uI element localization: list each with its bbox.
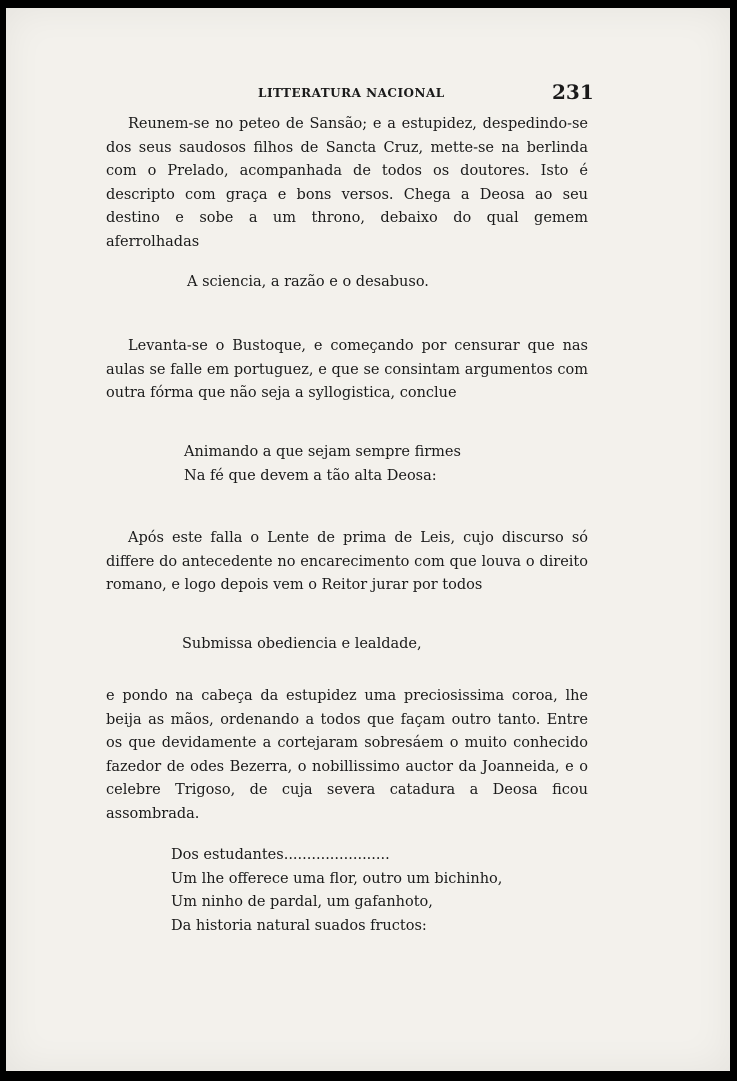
page-number: 231 [552, 80, 594, 104]
quote-2-line-1: Animando a que sejam sempre firmes [184, 444, 461, 460]
quote-4-line-3: Um ninho de pardal, um gafanhoto, [171, 894, 433, 911]
quote-3 [182, 633, 422, 657]
book-page [6, 8, 730, 1071]
quote-4-line-2: Um lhe offerece uma flor, outro um bichinho, [171, 870, 503, 887]
quote-2 [184, 441, 461, 488]
paragraph-3-text: Após este falla o Lente de prima de Leis, cujo discurso só differe do antecedente no encarecimento com que louva o direito romano, e logo depois vem o Reitor jurar por todos [106, 530, 588, 594]
quote-4-line-1: Dos estudantes....................... [171, 847, 390, 863]
paragraph-1 [106, 113, 588, 255]
paragraph-2-text: Levanta-se o Bustoque, e começando por censurar que nas aulas se falle em portuguez, e que se consintam argumentos com outra fórma que não seja a syllogistica, conclue [106, 338, 588, 402]
running-title: LITTERATURA NACIONAL [258, 86, 445, 100]
quote-4 [171, 844, 502, 938]
quote-2-line-2: Na fé que devem a tão alta Deosa: [184, 467, 437, 484]
quote-1 [187, 271, 429, 295]
quote-4-line-4: Da historia natural suados fructos: [171, 917, 427, 934]
page-header [6, 80, 730, 104]
paragraph-1-text: Reunem-se no peteo de Sansão; e a estupidez, despedindo-se dos seus saudosos filhos de Sancta Cruz, mette-se na berlinda com o Prelado, acompanhada de todos os doutores. Isto é descripto com graça e bons versos. Chega a Deosa ao seu destino e sobe a um throno, debaixo do qual gemem aferrolhadas [106, 116, 588, 250]
quote-3-line: Submissa obediencia e lealdade, [182, 636, 422, 652]
paragraph-2 [106, 335, 588, 406]
paragraph-4 [106, 685, 588, 827]
quote-1-line: A sciencia, a razão e o desabuso. [187, 274, 429, 290]
paragraph-4-text: e pondo na cabeça da estupidez uma preciosissima coroa, lhe beija as mãos, ordenando a todos que façam outro tanto. Entre os que devidamente a cortejaram sobresáem o muito conhecido fazedor de odes Bezerra, o nobillissimo auctor da Joanneida, e o celebre Trigoso, de cuja severa catadura a Deosa ficou assombrada. [106, 688, 588, 822]
paragraph-3 [106, 527, 588, 598]
